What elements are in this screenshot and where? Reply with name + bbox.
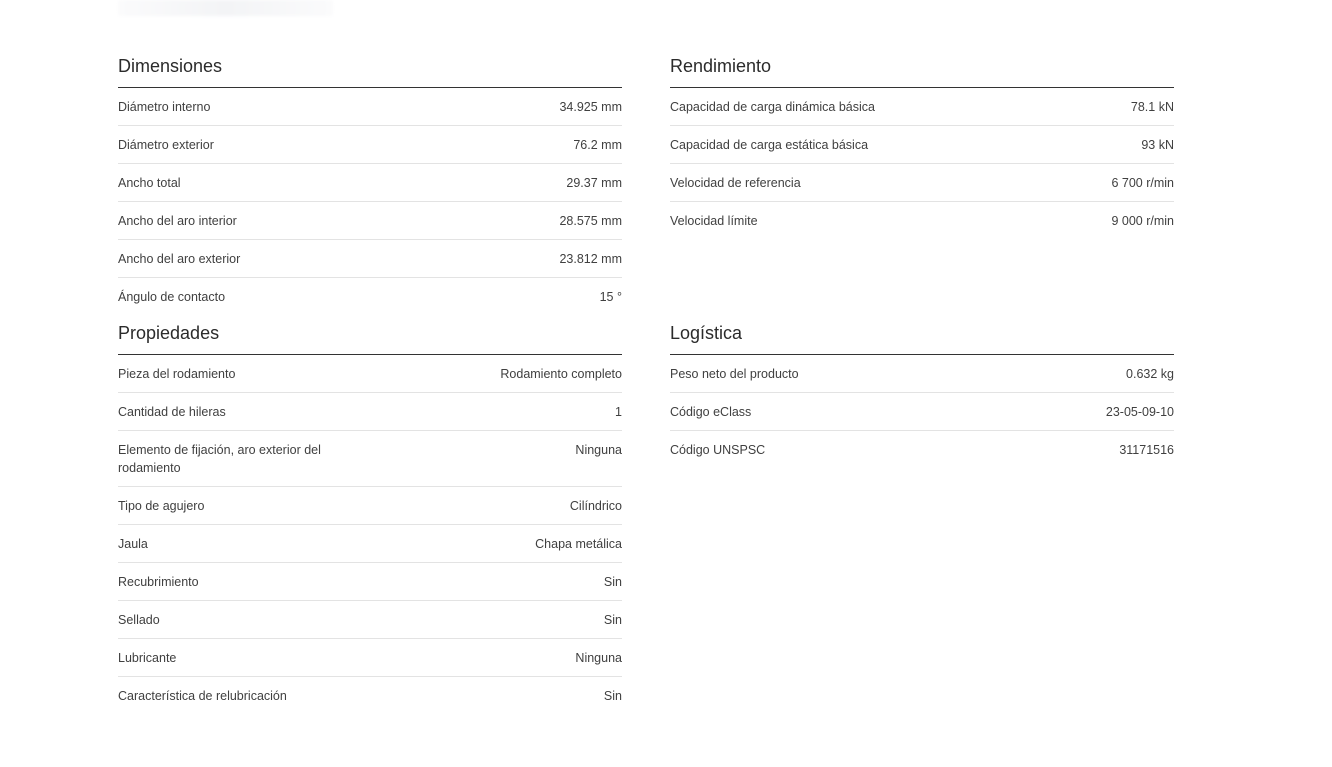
performance-list: [670, 88, 1174, 239]
properties-title: Propiedades: [118, 322, 622, 355]
spec-label: Velocidad límite: [670, 214, 758, 228]
dimensions-list: [118, 88, 622, 315]
spec-row-inner-diameter: [118, 88, 622, 126]
spec-label: Tipo de agujero: [118, 499, 205, 513]
spec-label: Velocidad de referencia: [670, 176, 801, 190]
dimensions-section: [118, 55, 622, 315]
spec-row-total-width: [118, 164, 622, 202]
spec-row-reference-speed: [670, 164, 1174, 202]
dimensions-title: Dimensiones: [118, 55, 622, 88]
spec-value: 23.812 mm: [559, 252, 622, 266]
logistics-section: [670, 322, 1174, 468]
spec-row-static-load: [670, 126, 1174, 164]
spec-label: Ángulo de contacto: [118, 290, 226, 304]
spec-value: Sin: [603, 689, 622, 703]
spec-label: Elemento de fijación, aro exterior del rodamiento: [118, 443, 321, 475]
spec-row-relubrication: [118, 677, 622, 714]
spec-value: 78.1 kN: [1130, 100, 1174, 114]
spec-row-dynamic-load: [670, 88, 1174, 126]
spec-value: Ninguna: [575, 443, 622, 457]
spec-row-coating: [118, 563, 622, 601]
spec-label: Diámetro interno: [118, 100, 211, 114]
spec-row-eclass-code: [670, 393, 1174, 431]
spec-label: Pieza del rodamiento: [118, 367, 236, 381]
spec-label: Jaula: [118, 537, 148, 551]
spec-label: Característica de relubricación: [118, 689, 287, 703]
properties-section: [118, 322, 622, 714]
spec-value: 76.2 mm: [573, 138, 622, 152]
spec-row-limit-speed: [670, 202, 1174, 239]
spec-row-bore-type: [118, 487, 622, 525]
spec-value: 6 700 r/min: [1111, 176, 1174, 190]
properties-list: [118, 355, 622, 714]
spec-value: Cilíndrico: [569, 499, 622, 513]
spec-label: Recubrimiento: [118, 575, 199, 589]
spec-label: Peso neto del producto: [670, 367, 799, 381]
spec-label: Ancho del aro exterior: [118, 252, 241, 266]
logistics-title: Logística: [670, 322, 1174, 355]
spec-value: 29.37 mm: [566, 176, 622, 190]
spec-row-row-count: [118, 393, 622, 431]
spec-value: 31171516: [1119, 443, 1174, 457]
performance-section: [670, 55, 1174, 239]
spec-label: Ancho del aro interior: [118, 214, 237, 228]
spec-value: 34.925 mm: [559, 100, 622, 114]
spec-value: 9 000 r/min: [1111, 214, 1174, 228]
spec-label: Lubricante: [118, 651, 177, 665]
spec-value: Sin: [603, 575, 622, 589]
spec-label: Sellado: [118, 613, 160, 627]
spec-value: Ninguna: [575, 651, 622, 665]
spec-row-outer-ring-width: [118, 240, 622, 278]
spec-label: Capacidad de carga estática básica: [670, 138, 869, 152]
spec-value: Sin: [603, 613, 622, 627]
spec-label: Capacidad de carga dinámica básica: [670, 100, 875, 114]
spec-label: Diámetro exterior: [118, 138, 214, 152]
spec-value: 15 °: [599, 290, 622, 304]
spec-row-bearing-part: [118, 355, 622, 393]
performance-title: Rendimiento: [670, 55, 1174, 88]
logistics-list: [670, 355, 1174, 468]
spec-row-lubricant: [118, 639, 622, 677]
spec-row-sealing: [118, 601, 622, 639]
spec-label: Cantidad de hileras: [118, 405, 226, 419]
spec-value: Chapa metálica: [535, 537, 622, 551]
spec-value: 93 kN: [1141, 138, 1174, 152]
spec-row-outer-ring-fixing: [118, 431, 622, 487]
spec-row-net-weight: [670, 355, 1174, 393]
spec-value: 23-05-09-10: [1105, 405, 1174, 419]
spec-row-cage: [118, 525, 622, 563]
top-placeholder-bar: [118, 0, 333, 16]
spec-row-inner-ring-width: [118, 202, 622, 240]
spec-value: Rodamiento completo: [500, 367, 622, 381]
spec-value: 0.632 kg: [1126, 367, 1174, 381]
spec-row-unspsc-code: [670, 431, 1174, 468]
spec-row-outer-diameter: [118, 126, 622, 164]
spec-row-contact-angle: [118, 278, 622, 315]
spec-label: Código eClass: [670, 405, 752, 419]
spec-value: 28.575 mm: [559, 214, 622, 228]
spec-label: Ancho total: [118, 176, 181, 190]
spec-label: Código UNSPSC: [670, 443, 766, 457]
spec-value: 1: [615, 405, 622, 419]
